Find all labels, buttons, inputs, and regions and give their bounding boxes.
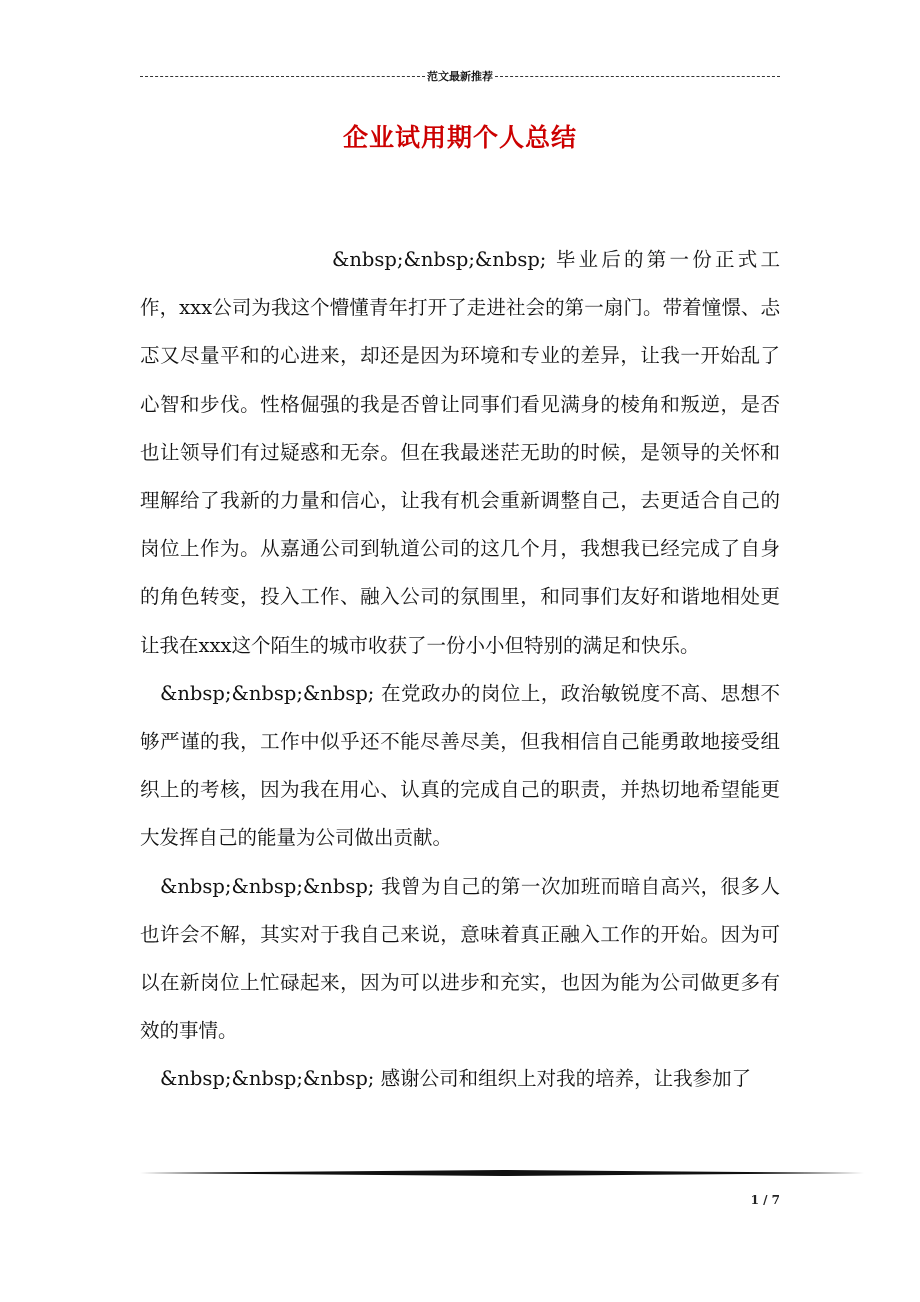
paragraph-4: &nbsp;&nbsp;&nbsp; 感谢公司和组织上对我的培养，让我参加了 bbox=[160, 1067, 752, 1091]
paragraph-1: &nbsp;&nbsp;&nbsp; 毕业后的第一份正式工作，xxx公司为我这个懵懂青年打开了走进社会的第一扇门。带着憧憬、忐忑又尽量平和的心进来，却还是因为环境和专业的差异，让我一开始乱了心智和步伐。性格倔强的我是否曾让同事们看见满身的棱角和叛逆，是否也让领导们有过疑惑和无奈。但在我最迷茫无助的时候，是领导的关怀和理解给了我新的力量和信心，让我有机会重新调整自己，去更适合自己的岗位上作为。从嘉通公司到轨道公司的这几个月，我想我已经完成了自身的角色转变，投入工作、融入公司的氛围里，和同事们友好和谐地相处更让我在xxx这个陌生的城市收获了一份小小但特别的满足和快乐。 bbox=[140, 248, 780, 657]
paragraph-3: &nbsp;&nbsp;&nbsp; 我曾为自己的第一次加班而暗自高兴，很多人也许会不解，其实对于我自己来说，意味着真正融入工作的开始。因为可以在新岗位上忙碌起来，因为可以进步和充实，也因为能为公司做更多有效的事情。 bbox=[140, 874, 780, 1043]
page-header bbox=[140, 68, 780, 84]
document-title: 企业试用期个人总结 bbox=[342, 123, 577, 152]
page-number: 1 / 7 bbox=[750, 1193, 780, 1207]
header-dash-right bbox=[495, 76, 780, 77]
header-dash-left bbox=[140, 76, 425, 77]
footer-divider bbox=[140, 1170, 864, 1176]
document-body bbox=[140, 236, 780, 1104]
paragraph-2: &nbsp;&nbsp;&nbsp; 在党政办的岗位上，政治敏锐度不高、思想不够严谨的我，工作中似乎还不能尽善尽美，但我相信自己能勇敢地接受组织上的考核，因为我在用心、认真的完成自己的职责，并热切地希望能更大发挥自己的能量为公司做出贡献。 bbox=[140, 681, 780, 850]
header-text: 范文最新推荐 bbox=[427, 70, 493, 83]
